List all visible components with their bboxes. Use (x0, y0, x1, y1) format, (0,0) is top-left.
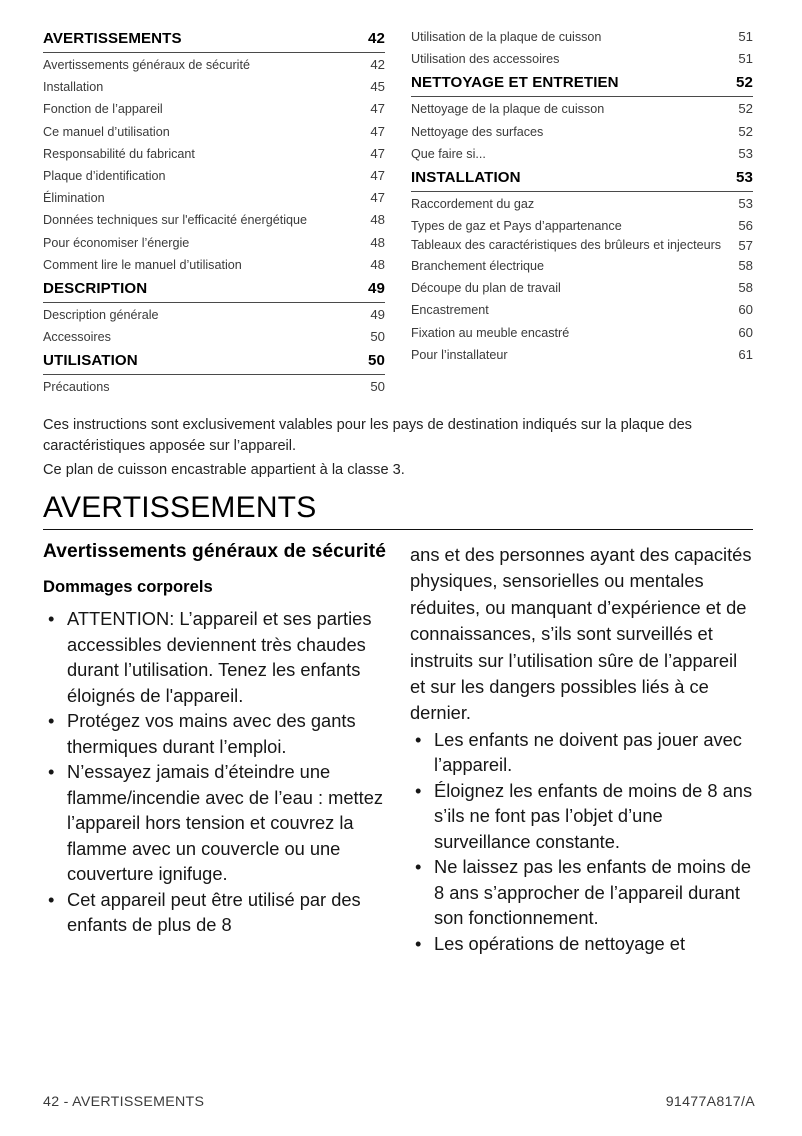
toc-entry-page: 58 (738, 280, 753, 296)
toc-entry-title: Élimination (43, 191, 105, 206)
toc-entry-page: 42 (370, 57, 385, 72)
toc-entry-title: Branchement électrique (411, 258, 545, 273)
toc-entry-row[interactable] (43, 376, 385, 398)
page-title: AVERTISSEMENTS (43, 491, 317, 524)
list-item (43, 606, 388, 708)
toc-entry-page: 53 (738, 196, 753, 212)
warnings-list-left (43, 606, 388, 938)
toc-entry-page: 58 (738, 257, 753, 273)
toc-entry-row[interactable] (411, 121, 753, 143)
list-item-text: N’essayez jamais d’éteindre une flamme/incendie avec de l’eau : mettez l’appareil hors tension et couvrez la flamme avec un couvercle ou une couverture ignifuge. (67, 761, 384, 884)
toc-entry-page: 56 (738, 218, 753, 234)
toc-entry-title: Description générale (43, 308, 159, 323)
toc-entry-title: Accessoires (43, 330, 111, 345)
toc-entry-page: 49 (370, 307, 385, 323)
toc-entry-title: Ce manuel d’utilisation (43, 124, 170, 139)
list-item-text: Ne laissez pas les enfants de moins de 8 ans s’approcher de l’appareil durant son fonctionnement. (434, 856, 752, 929)
toc-entry-page: 48 (370, 256, 385, 272)
toc-entry-row[interactable] (43, 232, 385, 254)
toc-entry-page: 47 (370, 190, 385, 206)
list-item-text: Cet appareil peut être utilisé par des enfants de plus de 8 (67, 888, 361, 935)
toc-section-page: 53 (736, 169, 753, 187)
continuation-text: ans et des personnes ayant des capacités physiques, sensorielles ou mentales réduites, ou manquant d’expérience et de connaissances, s’ils sont surveillés et instruits sur l’utilisation sûre de l’appareil et sur les dangers possibles liés à ce dernier. (410, 544, 752, 724)
toc-entry-title: Nettoyage de la plaque de cuisson (411, 102, 605, 117)
toc-entry-row[interactable] (43, 165, 385, 187)
list-item (410, 778, 755, 855)
body-columns (43, 540, 755, 956)
list-item-text: Protégez vos mains avec des gants thermiques durant l’emploi. (67, 710, 356, 757)
toc-entry-row[interactable] (411, 322, 753, 344)
toc-entry-row[interactable] (43, 187, 385, 209)
toc-divider (43, 52, 385, 53)
toc-divider (43, 374, 385, 375)
toc-entry-row[interactable] (43, 326, 385, 348)
bullet-icon: • (415, 856, 422, 878)
toc-section-row[interactable] (43, 348, 385, 374)
toc-section-title: NETTOYAGE ET ENTRETIEN (411, 74, 619, 92)
toc-entry-page: 60 (738, 324, 753, 340)
toc-entry-page: 57 (738, 238, 753, 254)
toc-entry-title: Utilisation des accessoires (411, 52, 560, 67)
toc-entry-title: Que faire si... (411, 146, 486, 161)
toc-section-title: INSTALLATION (411, 169, 521, 187)
toc-entry-title: Encastrement (411, 303, 489, 318)
toc-entry-row[interactable] (43, 304, 385, 326)
toc-entry-row[interactable] (43, 121, 385, 143)
toc-entry-page: 47 (370, 123, 385, 139)
list-item (43, 759, 388, 887)
toc-entry-title: Responsabilité du fabricant (43, 146, 195, 161)
toc-entry-title: Découpe du plan de travail (411, 281, 561, 296)
bullet-icon: • (48, 888, 55, 910)
list-item-text: Les opérations de nettoyage et (434, 932, 686, 954)
toc-entry-row[interactable] (411, 26, 753, 48)
toc-entry-page: 52 (738, 101, 753, 117)
toc-section-page: 52 (736, 74, 753, 92)
toc-entry-row[interactable] (411, 143, 753, 165)
toc-section-title: AVERTISSEMENTS (43, 30, 182, 47)
toc-entry-row[interactable] (411, 255, 753, 277)
toc-right-column (411, 26, 753, 399)
intro-paragraph-2: Ce plan de cuisson encastrable appartient à la classe 3. (43, 461, 405, 478)
toc-section-row[interactable] (43, 26, 385, 52)
toc-entry-row[interactable] (411, 237, 753, 255)
toc-entry-page: 61 (738, 346, 753, 362)
toc-entry-title: Comment lire le manuel d’utilisation (43, 257, 242, 272)
toc-entry-title: Tableaux des caractéristiques des brûleurs et injecteurs (411, 238, 722, 253)
bullet-icon: • (48, 761, 55, 782)
body-left-column (43, 540, 388, 956)
toc-entry-title: Fonction de l’appareil (43, 102, 163, 117)
toc-entry-title: Types de gaz et Pays d’appartenance (411, 219, 622, 234)
bullet-icon: • (415, 779, 422, 801)
toc-entry-title: Fixation au meuble encastré (411, 325, 570, 340)
toc-entry-row[interactable] (43, 98, 385, 120)
list-item-text: Éloignez les enfants de moins de 8 ans s’ils ne font pas l’objet d’une surveillance constante. (434, 779, 753, 852)
toc-entry-page: 51 (738, 29, 753, 44)
footer-document-code: 91477A817/A (665, 1094, 755, 1110)
toc-entry-title: Avertissements généraux de sécurité (43, 58, 250, 72)
section-heading: Avertissements généraux de sécurité (43, 541, 386, 562)
toc-section-title: UTILISATION (43, 352, 138, 370)
toc-divider (411, 96, 753, 97)
toc-entry-title: Pour l’installateur (411, 347, 508, 362)
toc-entry-page: 47 (370, 168, 385, 184)
toc-entry-row[interactable] (43, 254, 385, 276)
toc-entry-row[interactable] (411, 98, 753, 120)
footer-page-label: 42 - AVERTISSEMENTS (43, 1094, 205, 1110)
toc-entry-title: Utilisation de la plaque de cuisson (411, 30, 602, 44)
toc-entry-page: 47 (370, 101, 385, 117)
page-footer (43, 1094, 755, 1110)
body-right-column (410, 540, 755, 956)
list-item (410, 727, 755, 778)
bullet-icon: • (415, 728, 422, 750)
toc-entry-page: 52 (738, 123, 753, 139)
toc-entry-page: 48 (370, 212, 385, 228)
toc-section-row[interactable] (411, 165, 753, 191)
toc-entry-page: 51 (738, 51, 753, 67)
list-item (43, 887, 388, 938)
toc-entry-row[interactable] (43, 76, 385, 98)
toc-entry-title: Installation (43, 80, 104, 95)
toc-entry-row[interactable] (411, 193, 753, 215)
toc-section-row[interactable] (43, 276, 385, 302)
toc-entry-row[interactable] (43, 209, 385, 231)
toc-divider (43, 302, 385, 303)
toc-entry-title: Précautions (43, 380, 110, 395)
bullet-icon: • (415, 932, 422, 954)
table-of-contents (43, 26, 753, 399)
toc-entry-page: 60 (738, 302, 753, 318)
intro-paragraph-1: Ces instructions sont exclusivement valables pour les pays de destination indiqués sur la plaque des caractéristiques apposée sur l’appareil. (43, 416, 692, 454)
toc-entry-title: Raccordement du gaz (411, 197, 535, 212)
toc-entry-row[interactable] (43, 143, 385, 165)
toc-section-page: 50 (368, 352, 385, 370)
toc-entry-page: 50 (370, 379, 385, 395)
toc-entry-title: Données techniques sur l'efficacité énergétique (43, 213, 308, 228)
toc-section-row[interactable] (411, 70, 753, 96)
subsection-heading: Dommages corporels (43, 577, 213, 596)
toc-entry-page: 48 (370, 234, 385, 250)
toc-entry-row[interactable] (43, 54, 385, 76)
toc-entry-page: 45 (370, 79, 385, 95)
toc-entry-row[interactable] (411, 344, 753, 366)
toc-entry-title: Plaque d’identification (43, 169, 166, 184)
toc-entry-page: 47 (370, 145, 385, 161)
warnings-list-right (410, 727, 755, 957)
list-item (410, 931, 755, 957)
list-item-text: ATTENTION: L’appareil et ses parties accessibles deviennent très chaudes durant l’utilisation. Tenez les enfants éloignés de l'appareil. (67, 608, 372, 706)
bullet-icon: • (48, 710, 55, 731)
toc-section-title: DESCRIPTION (43, 280, 148, 298)
toc-section-page: 42 (368, 30, 385, 47)
toc-entry-row[interactable] (411, 48, 753, 70)
toc-entry-title: Pour économiser l’énergie (43, 235, 190, 250)
list-item-text: Les enfants ne doivent pas jouer avec l’appareil. (434, 728, 742, 776)
bullet-icon: • (48, 608, 55, 629)
toc-section-page: 49 (368, 280, 385, 298)
toc-entry-page: 50 (370, 329, 385, 345)
toc-entry-page: 53 (738, 145, 753, 161)
toc-entry-row[interactable] (411, 215, 753, 237)
chapter-divider (43, 529, 753, 530)
toc-divider (411, 191, 753, 192)
toc-entry-title: Nettoyage des surfaces (411, 124, 544, 139)
toc-entry-row[interactable] (411, 299, 753, 321)
list-item (410, 854, 755, 931)
toc-entry-row[interactable] (411, 277, 753, 299)
list-item (43, 708, 388, 759)
toc-left-column (43, 26, 385, 399)
